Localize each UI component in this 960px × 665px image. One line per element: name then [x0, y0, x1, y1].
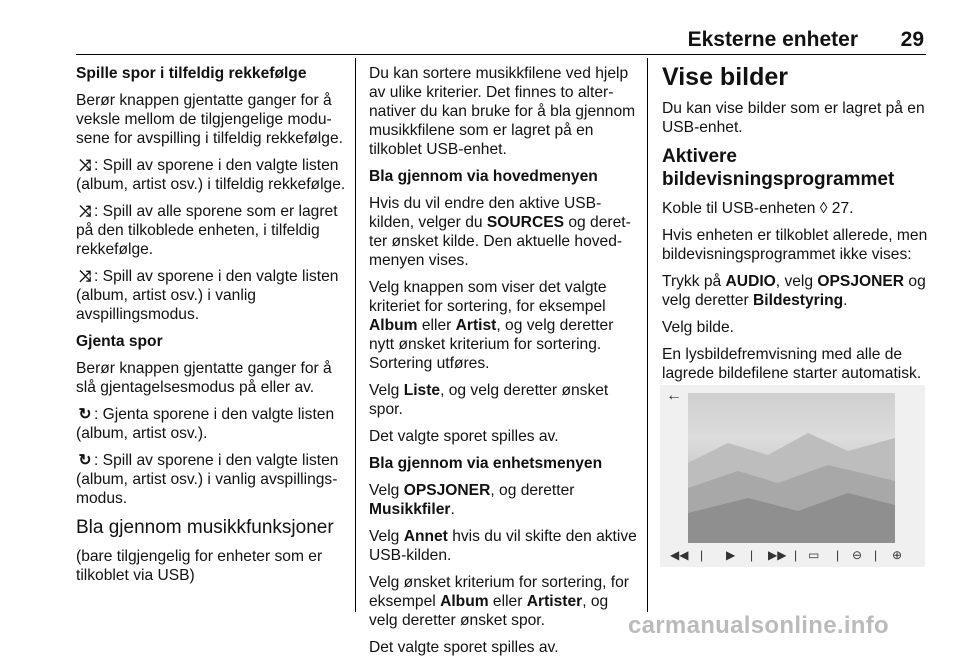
picture-viewer-screen — [660, 385, 925, 567]
fast-forward-icon: ▶▶ — [768, 548, 787, 562]
paragraph: En lysbildefremvisning med alle de lagrede bildefilene starter automatisk. — [662, 346, 922, 382]
shuffle-item-text: : Spill av sporene i den valgte listen (album, artist osv.) i vanlig avspillingsmodus. — [76, 268, 339, 323]
paragraph — [662, 272, 928, 310]
shuffle-item — [76, 267, 348, 324]
heading-line: Aktivere — [662, 146, 737, 167]
paragraph — [369, 527, 637, 565]
paragraph: Du kan vise bilder som er lagret på en USB-enhet. — [662, 100, 925, 136]
text: og deretter ønsket kilde. Den aktuelle hovedmenyen vises. — [369, 214, 631, 269]
shuffle-heading: Spille spor i tilfeldig rekkefølge — [76, 65, 307, 82]
liste-label: Liste — [403, 382, 441, 399]
text: , og velg deretter ønsket spor. — [369, 593, 609, 629]
separator: | — [750, 548, 754, 562]
sources-label: SOURCES — [486, 214, 565, 231]
bildestyring-label: Bildestyring — [753, 292, 844, 309]
paragraph: Hvis enheten er tilkoblet allerede, men bildevisningsprogrammet ikke vises: — [662, 227, 928, 263]
separator: | — [874, 548, 878, 562]
opsjoner-label: OPSJONER — [817, 273, 905, 290]
separator: | — [700, 548, 704, 562]
repeat-intro: Berør knappen gjentatte ganger for å slå gjentagelsesmodus på eller av. — [76, 360, 332, 396]
back-arrow-icon: ← — [666, 387, 682, 404]
shuffle-intro: Berør knappen gjentatte ganger for å veksle mellom de tilgjengelige modusene for avspilling i tilfeldig rekkefølge. — [76, 92, 343, 147]
paragraph: Det valgte sporet spilles av. — [369, 639, 559, 656]
shuffle-all-icon: ⤨ — [78, 203, 92, 220]
separator: | — [836, 548, 840, 562]
shuffle-off-icon: ⤨ — [78, 268, 92, 285]
repeat-item — [76, 405, 348, 443]
text: Hvis du vil endre den aktive USB-kilden, velger du — [369, 195, 602, 231]
text: Velg — [369, 528, 404, 545]
text: , velg — [775, 273, 818, 290]
text: eller — [417, 317, 456, 334]
text: Velg knappen som viser det valgte kriteriet for sortering, for eksempel — [369, 279, 607, 315]
text: . — [843, 292, 848, 309]
text: Koble til USB-enheten — [662, 200, 820, 217]
landscape-photo — [688, 393, 895, 543]
play-icon: ▶ — [726, 548, 736, 562]
activate-heading — [662, 145, 928, 191]
shuffle-item-text: : Spill av alle sporene som er lagret på den tilkoblede enheten, i tilfeldig rekkefølge. — [76, 203, 338, 258]
main-menu-heading: Bla gjennom via hovedmenyen — [369, 168, 598, 185]
sorting-intro: Du kan sortere musikkfilene ved hjelp av ulike kriterier. Det finnes to alternativer du kan bruke for å bla gjennom musikkfilene som er lagret på en tilkoblet USB-enhet. — [369, 65, 636, 158]
rewind-icon: ◀◀ — [670, 548, 689, 562]
paragraph — [369, 573, 637, 630]
paragraph — [662, 199, 928, 218]
text: hvis du vil skifte den aktive USB-kilden. — [369, 528, 637, 564]
paragraph — [369, 481, 637, 519]
repeat-item — [76, 451, 348, 508]
text: Velg ønsket kriterium for sortering, for eksempel — [369, 574, 629, 610]
shuffle-item — [76, 156, 348, 194]
text: Trykk på — [662, 273, 726, 290]
text: , og velg deretter ønsket spor. — [369, 382, 609, 418]
shuffle-icon: ⤨ — [78, 157, 92, 174]
repeat-item-text: : Gjenta sporene i den valgte listen (album, artist osv.). — [76, 406, 335, 442]
audio-label: AUDIO — [725, 273, 776, 290]
column-3 — [662, 64, 928, 391]
page-header — [76, 28, 926, 52]
watermark: carmanualsonline.info — [628, 612, 890, 639]
browse-note: (bare tilgjengelig for enheter som er tilkoblet via USB) — [76, 548, 323, 584]
text: , og velg deretter nytt ønsket kriterium for sortering. Sortering utføres. — [369, 317, 614, 372]
control-bar — [660, 545, 925, 565]
text: Velg — [369, 482, 404, 499]
text: eller — [488, 593, 527, 610]
paragraph — [369, 278, 637, 373]
browse-heading: Bla gjennom musikkfunksjoner — [76, 517, 334, 538]
text: og velg deretter — [662, 273, 926, 309]
fullscreen-icon: ▭ — [808, 548, 820, 562]
artister-label: Artister — [526, 593, 583, 610]
separator: | — [794, 548, 798, 562]
column-divider-1 — [355, 58, 356, 612]
opsjoner-label: OPSJONER — [403, 482, 491, 499]
annet-label: Annet — [403, 528, 448, 545]
text: . — [450, 501, 455, 518]
section-title: Eksterne enheter — [687, 28, 858, 51]
mountain-image — [688, 393, 895, 543]
artist-label: Artist — [455, 317, 497, 334]
repeat-icon: ↻ — [78, 406, 92, 423]
zoom-in-icon: ⊕ — [892, 548, 903, 562]
column-2 — [369, 64, 637, 665]
vise-bilder-heading: Vise bilder — [662, 63, 788, 91]
device-menu-heading: Bla gjennom via enhetsmenyen — [369, 455, 603, 472]
paragraph: Velg bilde. — [662, 319, 734, 336]
shuffle-item — [76, 202, 348, 259]
repeat-off-icon: ↻ — [78, 452, 92, 469]
paragraph — [369, 194, 637, 270]
column-divider-2 — [647, 58, 648, 612]
heading-line: bildevisningsprogrammet — [662, 169, 895, 190]
zoom-out-icon: ⊖ — [852, 548, 863, 562]
text: , og deretter — [490, 482, 575, 499]
paragraph — [369, 381, 637, 419]
musikkfiler-label: Musikkfiler — [369, 501, 451, 518]
text: Velg — [369, 382, 404, 399]
page-number: 29 — [900, 28, 924, 51]
column-1 — [76, 64, 348, 593]
album-label: Album — [440, 593, 489, 610]
repeat-item-text: : Spill av sporene i den valgte listen (album, artist osv.) i vanlig avspillingsmodus. — [76, 452, 339, 507]
paragraph: Det valgte sporet spilles av. — [369, 428, 559, 445]
repeat-heading: Gjenta spor — [76, 333, 163, 350]
album-label: Album — [369, 317, 418, 334]
header-rule — [76, 54, 926, 55]
page-reference: ◊ 27. — [819, 200, 854, 217]
shuffle-item-text: : Spill av sporene i den valgte listen (album, artist osv.) i tilfeldig rekkefølge. — [76, 157, 346, 193]
